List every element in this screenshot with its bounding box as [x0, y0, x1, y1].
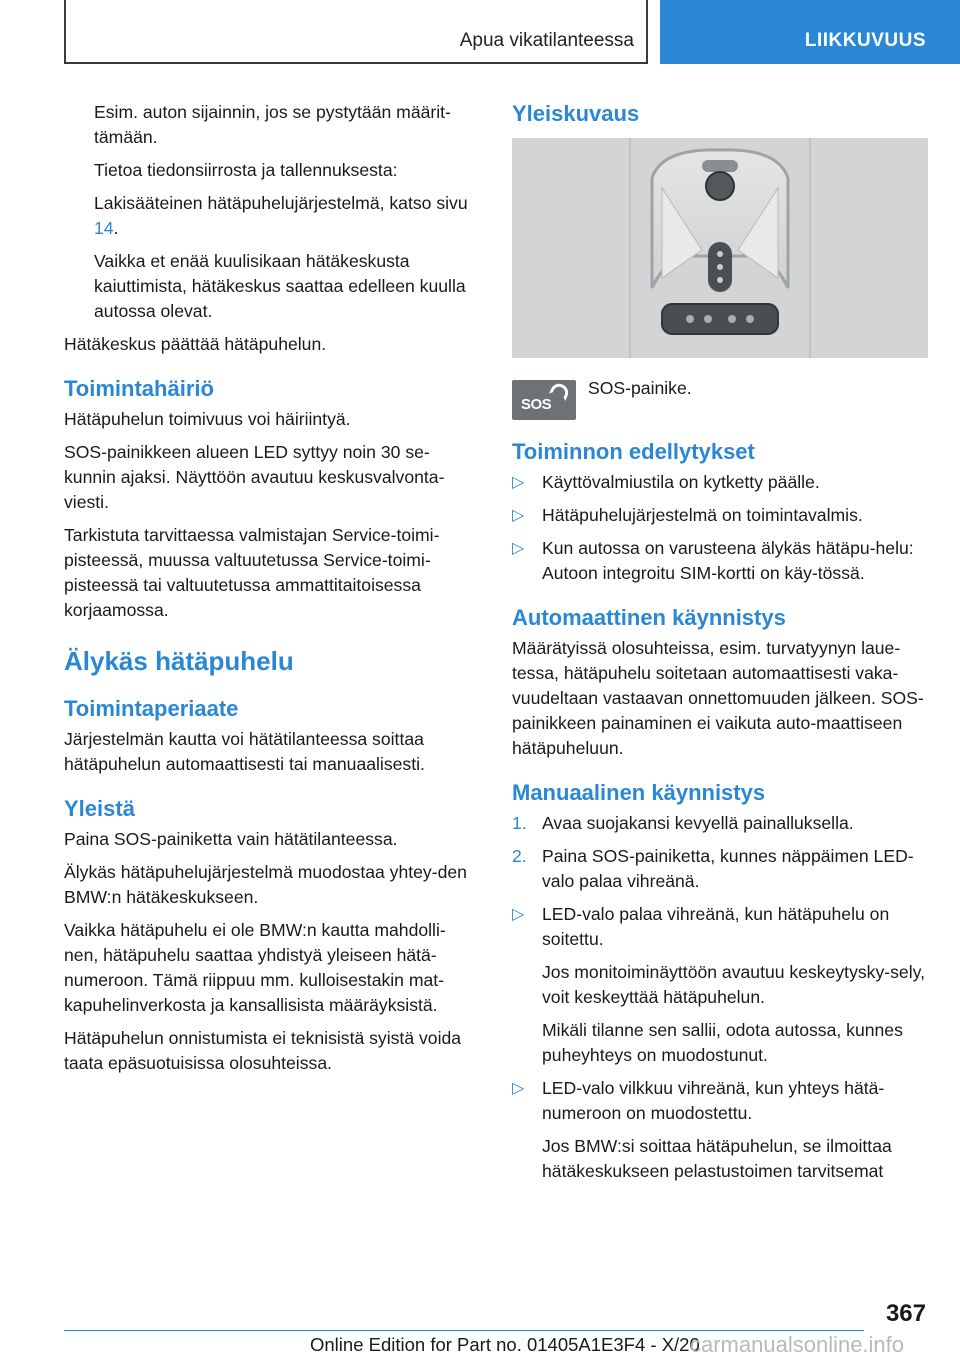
- triangle-bullet-icon: ▷: [512, 1080, 525, 1097]
- indented-paragraph: [64, 191, 478, 241]
- heading-automatic-start: Automaattinen käynnistys: [512, 605, 786, 630]
- list-item: [512, 470, 926, 495]
- triangle-bullet-icon: ▷: [512, 507, 525, 524]
- result-item: [512, 902, 926, 952]
- step-number: 1.: [512, 813, 527, 833]
- header-section-title: Apua vikatilanteessa: [459, 30, 634, 51]
- paragraph: SOS-painikkeen alueen LED syttyy noin 30 se-kunnin ajaksi. Näyttöön avautuu keskusvalvonta-viesti.: [64, 442, 445, 512]
- list-item-text: Kun autossa on varusteena älykäs hätäpu-helu: Autoon integroitu SIM-kortti on käy-tössä.: [542, 538, 914, 583]
- text: .: [113, 218, 119, 238]
- sos-icon-label: SOS: [521, 396, 552, 413]
- result-detail: Jos monitoiminäyttöön avautuu keskeytysky-sely, voit keskeyttää hätäpuhelun.: [542, 962, 925, 1007]
- indented-paragraph: Esim. auton sijainnin, jos se pystytään määrit-tämään.: [94, 102, 451, 147]
- heading-general: Yleistä: [64, 796, 135, 821]
- heading-manual-start: Manuaalinen käynnistys: [512, 780, 766, 805]
- paragraph: Paina SOS-painiketta vain hätätilanteessa.: [64, 829, 398, 849]
- heading-overview: Yleiskuvaus: [512, 101, 640, 126]
- sos-caption-row: [512, 376, 926, 420]
- prerequisites-list: [512, 470, 926, 586]
- page-reference-link[interactable]: 14: [94, 218, 114, 238]
- header-section-box: [64, 0, 648, 64]
- page-number: 367: [885, 1300, 926, 1327]
- watermark: carmanualsonline.info: [690, 1332, 905, 1357]
- step-text: Avaa suojakansi kevyellä painalluksella.: [542, 813, 854, 833]
- paragraph: Tarkistuta tarvittaessa valmistajan Service-toimi-pisteessä, muussa valtuutetussa Service-toimi-pisteessä tai valtuutetussa ammattitaitoisessa korjaamossa.: [64, 525, 440, 620]
- footer-edition: Online Edition for Part no. 01405A1E3F4 - X/20: [310, 1334, 700, 1355]
- result-text: LED-valo palaa vihreänä, kun hätäpuhelu on soitettu.: [542, 904, 890, 949]
- paragraph: Hätäpuhelun toimivuus voi häiriintyä.: [64, 409, 351, 429]
- heading-fault: Toimintahäiriö: [64, 376, 214, 401]
- heading-intelligent-emergency-call: Älykäs hätäpuhelu: [64, 646, 294, 676]
- header-chapter-title: LIIKKUVUUS: [804, 30, 926, 51]
- result-detail: Mikäli tilanne sen sallii, odota autossa, kunnes puheyhteys on muodostunut.: [542, 1020, 903, 1065]
- left-column: [64, 100, 478, 1084]
- heading-prerequisites: Toiminnon edellytykset: [512, 439, 755, 464]
- result-text: LED-valo vilkkuu vihreänä, kun yhteys hätä-numeroon on muodostettu.: [542, 1078, 885, 1123]
- paragraph: Hätäpuhelun onnistumista ei teknisistä syistä voida taata epäsuotuisissa olosuhteissa.: [64, 1028, 462, 1073]
- paragraph: Määrätyissä olosuhteissa, esim. turvatyynyn laue-tessa, hätäpuhelu soitetaan automaattisesti vaka-vuudeltaan vastaavan onnettomuuden jälkeen. SOS-painikkeen painaminen ei vaikuta auto-maattiseen hätäpuheluun.: [512, 638, 924, 758]
- list-item: [512, 536, 926, 586]
- list-item-text: Käyttövalmiustila on kytketty päälle.: [542, 472, 820, 492]
- list-item-text: Hätäpuhelujärjestelmä on toimintavalmis.: [542, 505, 863, 525]
- step-number: 2.: [512, 846, 527, 866]
- overhead-console-illustration: [512, 138, 928, 358]
- result-list: [512, 1076, 926, 1126]
- paragraph: Vaikka hätäpuhelu ei ole BMW:n kautta mahdolli-nen, hätäpuhelu saattaa yhdistyä yleiseen hätä-numeroon. Tämä riippuu mm. kulloisestakin mat-kapuhelinverkosta ja kansallisista määräyksistä.: [64, 920, 446, 1015]
- result-item: [512, 1076, 926, 1126]
- overhead-console-figure: [512, 138, 928, 358]
- paragraph: Älykäs hätäpuhelujärjestelmä muodostaa yhtey-den BMW:n hätäkeskukseen.: [64, 862, 467, 907]
- heading-principle: Toimintaperiaate: [64, 696, 239, 721]
- triangle-bullet-icon: ▷: [512, 906, 525, 923]
- triangle-bullet-icon: ▷: [512, 474, 525, 491]
- header-chapter-tab: [660, 0, 960, 64]
- paragraph: Järjestelmän kautta voi hätätilanteessa soittaa hätäpuhelun automaattisesti tai manuaalisesti.: [64, 729, 425, 774]
- text: Lakisääteinen hätäpuhelujärjestelmä, katso sivu: [94, 193, 468, 213]
- steps-list: [512, 811, 926, 952]
- right-column: [512, 100, 926, 1192]
- footer-divider: [64, 1330, 864, 1331]
- step-item: [512, 811, 926, 836]
- triangle-bullet-icon: ▷: [512, 540, 525, 557]
- phone-icon: [549, 381, 571, 401]
- list-item: [512, 503, 926, 528]
- sos-caption: SOS-painike.: [588, 378, 692, 398]
- indented-paragraph: Vaikka et enää kuulisikaan hätäkeskusta kaiuttimista, hätäkeskus saattaa edelleen kuulla autossa olevat.: [94, 251, 466, 321]
- step-item: [512, 844, 926, 894]
- indented-paragraph: Tietoa tiedonsiirrosta ja tallennuksesta:: [94, 160, 398, 180]
- result-detail: Jos BMW:si soittaa hätäpuhelun, se ilmoittaa hätäkeskukseen pelastustoimen tarvitsemat: [542, 1136, 892, 1181]
- sos-button-icon: [512, 380, 576, 420]
- paragraph: Hätäkeskus päättää hätäpuhelun.: [64, 334, 327, 354]
- step-text: Paina SOS-painiketta, kunnes näppäimen LED-valo palaa vihreänä.: [542, 846, 914, 891]
